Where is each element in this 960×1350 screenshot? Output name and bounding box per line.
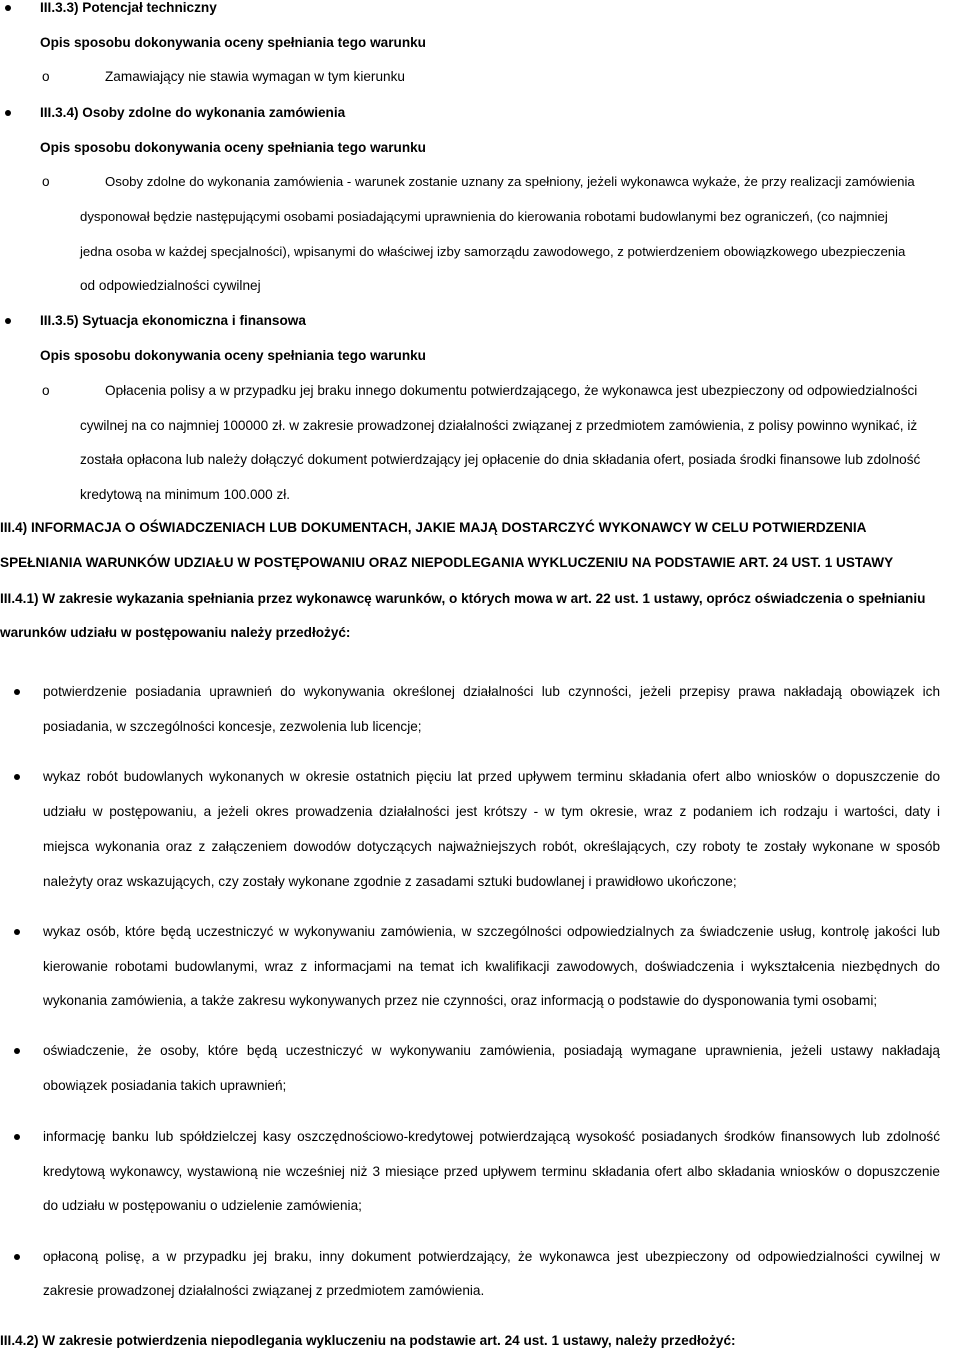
list-item: wykonania zamówienia, a także zakresu wykonywanych przez nie czynności, oraz informacją o podstawie do dysponowania tymi osobami; [43,993,878,1008]
criteria-text: jedna osoba w każdej specjalności), wpisanymi do właściwej izby samorządu zawodowego, z potwierdzeniem obowiązkowego ubezpieczenia [80,244,906,259]
list-item: należyty oraz wskazujących, czy zostały wykonane zgodnie z zasadami sztuki budowlanej i prawidłowo ukończone; [43,874,737,889]
list-item: kierowanie robotami budowlanymi, wraz z informacjami na temat ich kwalifikacji zawodowych, doświadczenia i wykształcenia niezbędnych do [43,959,940,974]
list-item: informację banku lub spółdzielczej kasy oszczędnościowo-kredytowej potwierdzającą wysokość posiadanych środków finansowych lub zdolność [43,1129,940,1144]
section-heading: III.3.3) Potencjał techniczny [40,0,217,15]
bullet-dot [5,5,11,11]
criteria-text: cywilnej na co najmniej 100000 zł. w zakresie prowadzonej działalności związanej z przedmiotem zamówienia, z polisy powinno wynikać, iż [80,418,918,433]
section-heading: III.4.2) W zakresie potwierdzenia niepodlegania wykluczeniu na podstawie art. 24 ust. 1 ustawy, należy przedłożyć: [0,1333,736,1348]
section-heading: III.4.1) W zakresie wykazania spełniania przez wykonawcę warunków, o których mowa w art. 22 ust. 1 ustawy, oprócz oświadczenia o spełnianiu [0,591,926,606]
list-item: kredytową wykonawcy, wystawioną nie wcześniej niż 3 miesiące przed upływem terminu składania ofert albo składania wniosków o dopuszczenie [43,1164,940,1179]
list-item: do udziału w postępowaniu o udzielenie zamówienia; [43,1198,362,1213]
criteria-label: Opis sposobu dokonywania oceny spełniania tego warunku [40,35,426,50]
list-item: wykaz robót budowlanych wykonanych w okresie ostatnich pięciu lat przed upływem terminu składania ofert albo wniosków o dopuszczenie do [43,769,940,784]
bullet-dot [14,1134,20,1140]
list-item: wykaz osób, które będą uczestniczyć w wykonywaniu zamówienia, w szczególności odpowiedzialnych za świadczenie usług, kontrolę jakości lub [43,924,940,939]
criteria-text: Zamawiający nie stawia wymagan w tym kierunku [105,69,405,84]
bullet-dot [14,1048,20,1054]
list-item: posiadania, w szczególności koncesje, zezwolenia lub licencje; [43,719,422,734]
criteria-text: kredytową na minimum 100.000 zł. [80,487,291,502]
criteria-text: Osoby zdolne do wykonania zamówienia - warunek zostanie uznany za spełniony, jeżeli wykonawca wykaże, że przy realizacji zamówienia [105,174,915,189]
list-item: zakresie prowadzonej działalności związanej z przedmiotem zamówienia. [43,1283,485,1298]
section-heading: SPEŁNIANIA WARUNKÓW UDZIAŁU W POSTĘPOWANIU ORAZ NIEPODLEGANIA WYKLUCZENIU NA PODSTAWIE ART. 24 UST. 1 USTAWY [0,555,894,570]
list-item: potwierdzenie posiadania uprawnień do wykonywania określonej działalności lub czynności, jeżeli przepisy prawa nakładają obowiązek ich [43,684,940,699]
bullet-dot [14,929,20,935]
circle-bullet: o [42,174,50,189]
list-item: udziału w postępowaniu, a jeżeli okres prowadzenia działalności jest krótszy - w tym okresie, wraz z podaniem ich rodzaju i wartości, daty i [43,804,940,819]
criteria-text: została opłacona lub należy dołączyć dokument potwierdzający jej opłacenie do dnia składania ofert, posiada środki finansowe lub zdolność [80,452,921,467]
bullet-dot [5,110,11,116]
criteria-label: Opis sposobu dokonywania oceny spełniania tego warunku [40,348,426,363]
bullet-dot [5,318,11,324]
section-heading: III.3.4) Osoby zdolne do wykonania zamówienia [40,105,346,120]
section-heading: warunków udziału w postępowaniu należy przedłożyć: [0,625,351,640]
criteria-label: Opis sposobu dokonywania oceny spełniania tego warunku [40,140,426,155]
bullet-dot [14,689,20,695]
section-heading: III.4) INFORMACJA O OŚWIADCZENIACH LUB DOKUMENTACH, JAKIE MAJĄ DOSTARCZYĆ WYKONAWCY W CELU POTWIERDZENIA [0,520,867,535]
circle-bullet: o [42,383,50,398]
list-item: obowiązek posiadania takich uprawnień; [43,1078,287,1093]
criteria-text: od odpowiedzialności cywilnej [80,278,261,293]
circle-bullet: o [42,69,50,84]
criteria-text: Opłacenia polisy a w przypadku jej braku innego dokumentu potwierdzającego, że wykonawca jest ubezpieczony od odpowiedzialności [105,383,918,398]
list-item: miejsca wykonania oraz z załączeniem dowodów dotyczących najważniejszych robót, określających, czy roboty te zostały wykonane w sposób [43,839,940,854]
criteria-text: dysponował będzie następującymi osobami posiadającymi uprawnienia do kierowania robotami budowlanymi bez ograniczeń, (co najmniej [80,209,888,224]
list-item: oświadczenie, że osoby, które będą uczestniczyć w wykonywaniu zamówienia, posiadają wymagane uprawnienia, jeżeli ustawy nakładają [43,1043,940,1058]
list-item: opłaconą polisę, a w przypadku jej braku, inny dokument potwierdzający, że wykonawca jest ubezpieczony od odpowiedzialności cywilnej w [43,1249,940,1264]
section-heading: III.3.5) Sytuacja ekonomiczna i finansowa [40,313,306,328]
bullet-dot [14,774,20,780]
bullet-dot [14,1254,20,1260]
